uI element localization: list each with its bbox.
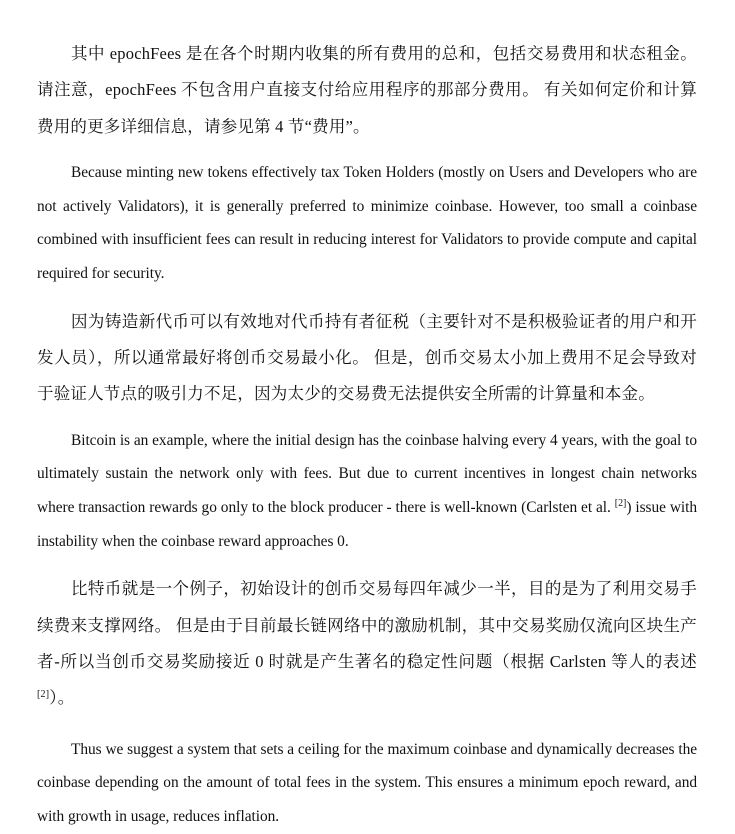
paragraph-en-minting-tokens: Because minting new tokens effectively tax Token Holders (mostly on Users and Developers who are not actively Validators), it is generally preferred to minimize coinbase. However, too small a coinbase combined with insufficient fees can result in reducing interest for Validators to provide compute and capital required for security. xyxy=(37,163,697,282)
citation-ref: [2] xyxy=(37,689,50,701)
bitcoin-text-after-ref: ) issue with instability when the coinbase reward approaches 0. xyxy=(37,499,697,550)
citation-ref: [2] xyxy=(614,498,627,509)
bitcoin-text-before-ref: Bitcoin is an example, where the initial design has the coinbase halving every 4 years, with the goal to ultimately sustain the network only with fees. But due to current incentives in longest chain networks where transaction rewards go only to the block producer - there is well-known (Carlsten et al. xyxy=(37,431,697,516)
paragraph-zh-minting-tokens: 因为铸造新代币可以有效地对代币持有者征税（主要针对不是积极验证者的用户和开发人员），所以通常最好将创币交易最小化。 但是，创币交易太小加上费用不足会导致对于验证人节点的吸引力不足，因为太少的交易费无法提供安全所需的计算量和本金。 xyxy=(37,311,697,404)
bitcoin-zh-text-before-ref: 比特币就是一个例子，初始设计的创币交易每四年减少一半，目的是为了利用交易手续费来支撑网络。 但是由于目前最长链网络中的激励机制，其中交易奖励仅流向区块生产者-所以当创币交易奖励接近 0 时就是产生著名的稳定性问题（根据 Carlsten 等人的表述 xyxy=(37,579,697,671)
bitcoin-zh-text-after-ref: ）。 xyxy=(49,688,75,708)
paragraph-zh-bitcoin-example xyxy=(37,571,697,716)
paragraph-zh-epoch-fees: 其中 epochFees 是在各个时期内收集的所有费用的总和，包括交易费用和状态租金。请注意，epochFees 不包含用户直接支付给应用程序的那部分费用。 有关如何定价和计算费用的更多详细信息，请参见第 4 节“费用”。 xyxy=(37,44,697,136)
paragraph-en-bitcoin-example xyxy=(37,424,697,559)
paragraph-en-coinbase-ceiling: Thus we suggest a system that sets a ceiling for the maximum coinbase and dynamically decreases the coinbase depending on the amount of total fees in the system. This ensures a minimum epoch reward, and with growth in usage, reduces inflation. xyxy=(37,740,697,825)
